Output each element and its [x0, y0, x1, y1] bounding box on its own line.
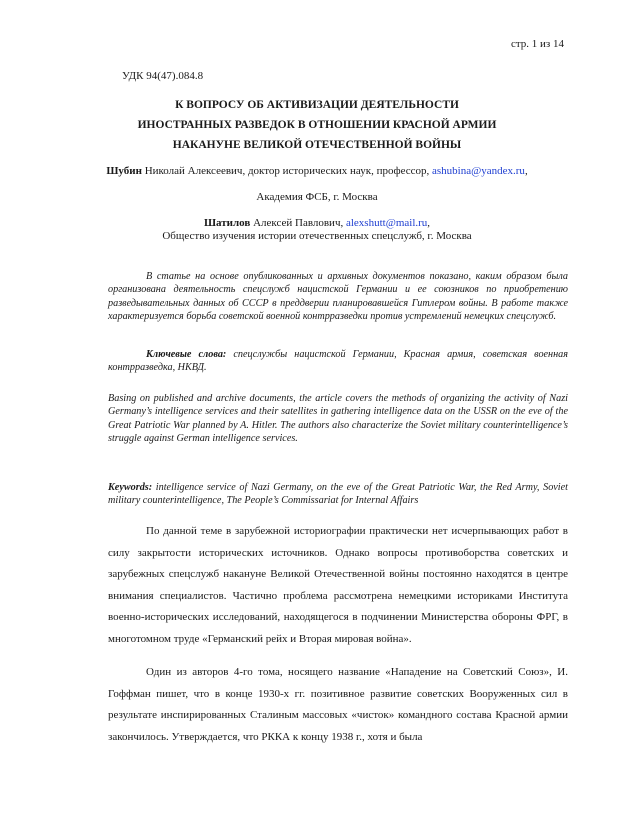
author-2-details: Алексей Павлович,	[250, 217, 346, 229]
author-1-punct: ,	[524, 165, 528, 177]
body-paragraph-1: По данной теме в зарубежной историографии практически нет исчерпывающих работ в силу закрытости исторических источников. Однако вопросы противоборства советских и зарубежных спецслужб накануне Великой Отечественной войны постоянно находятся в центре внимания специалистов. Частично проблема рассмотрена немецкими историками Института военно-исторических исследований, находящегося в подчинении Министерства обороны ФРГ, в многотомном труде «Германский рейх и Вторая мировая война».	[108, 525, 568, 645]
keywords-russian-label: Ключевые слова:	[146, 349, 227, 360]
author-2-punct: ,	[427, 217, 431, 229]
author-1	[70, 158, 564, 184]
abstract-russian: В статье на основе опубликованных и архивных документов показано, каким образом была организована деятельность спецслужб нацистской Германии и ее союзников по приобретению разведывательных данных об СССР в преддверии планировавшейся Гитлером войны. В работе также характеризуется борьба советской военной контрразведки против устремлений немецких спецслужб.	[108, 271, 568, 322]
title-line-3: НАКАНУНЕ ВЕЛИКОЙ ОТЕЧЕСТВЕННОЙ ВОЙНЫ	[172, 139, 462, 151]
title-line-2: ИНОСТРАННЫХ РАЗВЕДОК В ОТНОШЕНИИ КРАСНОЙ АРМИИ	[137, 119, 497, 131]
title-line-1: К ВОПРОСУ ОБ АКТИВИЗАЦИИ ДЕЯТЕЛЬНОСТИ	[175, 99, 459, 111]
keywords-english-text: intelligence service of Nazi Germany, on the eve of the Great Patriotic War, the Red Army, Soviet military counterintelligence, The People’s Commissariat for Internal Affairs	[108, 482, 568, 507]
keywords-english	[108, 481, 568, 508]
article-title	[80, 95, 554, 155]
author-1-surname: Шубин	[106, 165, 142, 177]
affiliation-2: Общество изучения истории отечественных спецслужб, г. Москва	[162, 230, 472, 242]
author-1-email-link[interactable]: ashubina@yandex.ru	[432, 165, 525, 177]
author-1-details: Николай Алексеевич, доктор исторических наук, профессор,	[141, 165, 433, 177]
affiliation-1: Академия ФСБ, г. Москва	[256, 191, 378, 203]
authors-block	[70, 158, 564, 236]
keywords-english-label: Keywords:	[108, 482, 153, 493]
author-2-email-link[interactable]: alexshutt@mail.ru	[345, 217, 428, 229]
abstract-english: Basing on published and archive documents, the article covers the methods of organizing the activity of Nazi Germany’s intelligence services and their satellites in gathering intelligence data on the USSR on the eve of the Great Patriotic War planned by A. Hitler. The authors also characterize the Soviet military counterintelligence’s struggle against German intelligence services.	[108, 393, 568, 444]
keywords-russian	[108, 348, 568, 375]
keywords-russian-text: спецслужбы нацистской Германии, Красная армия, советская военная контрразведка, НКВД.	[108, 349, 568, 374]
udk-code: УДК 94(47).084.8	[122, 70, 204, 82]
author-2-surname: Шатилов	[203, 217, 251, 229]
body-paragraph-2: Один из авторов 4-го тома, носящего название «Нападение на Советский Союз», И. Гоффман пишет, что в конце 1930-х гг. позитивное развитие советских Вооруженных сил в результате инспирированных Сталиным массовых «чисток» командного состава Красной армии закончилось. Утверждается, что РККА к концу 1938 г., хотя и была	[108, 666, 568, 743]
page-number: стр. 1 из 14	[510, 38, 564, 50]
